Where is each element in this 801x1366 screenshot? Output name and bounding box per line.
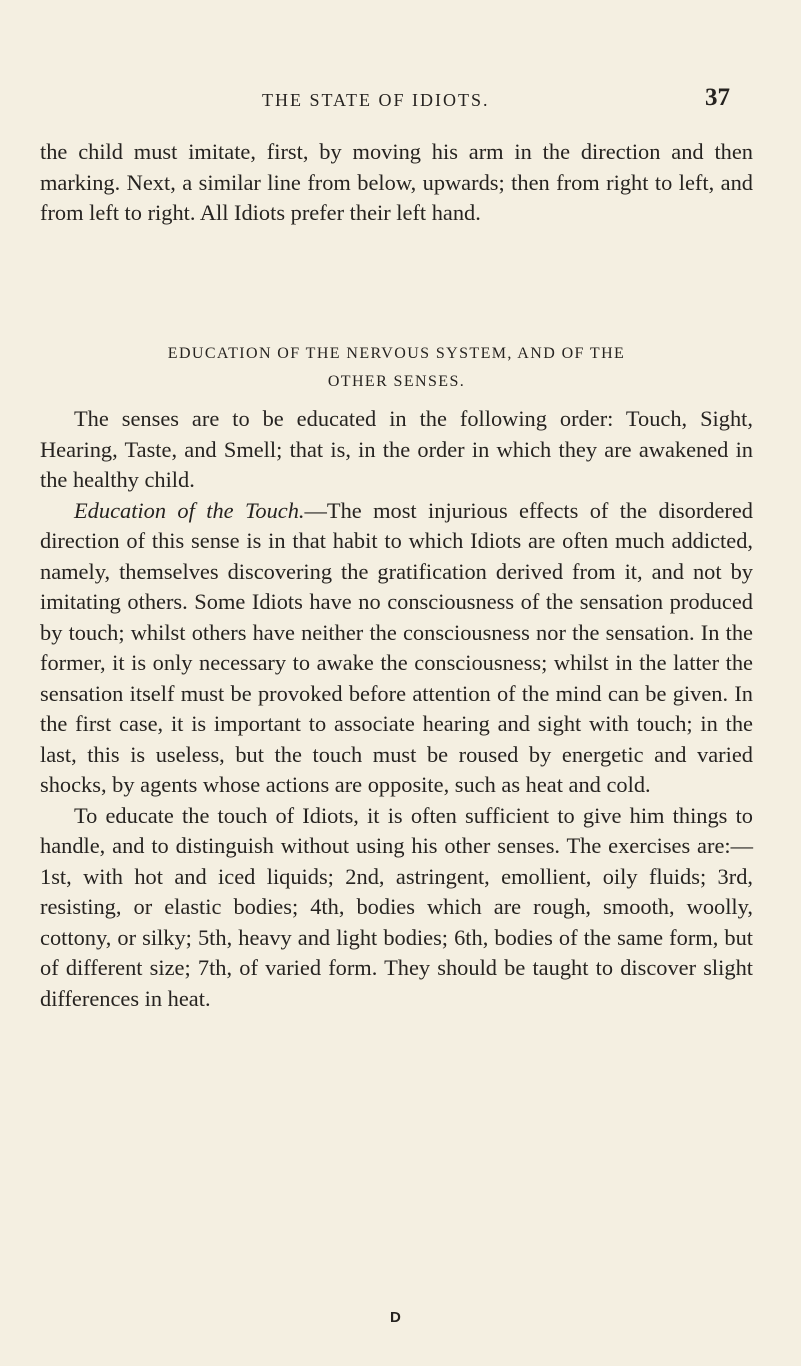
- section-heading: [40, 340, 753, 396]
- paragraph-touch-text: —The most injurious effects of the disordered direction of this sense is in that habit to which Idiots are often much addicted, namely, themselves discovering the gratification derived from it, and not by imitating others. Some Idiots have no consciousness of the sensation produced by touch; whilst others have neither the consciousness nor the sensation. In the former, it is only necessary to awake the consciousness; whilst in the latter the sensation itself must be provoked before attention of the mind can be given. In the first case, it is important to associate hearing and sight with touch; in the last, this is useless, but the touch must be roused by energetic and varied shocks, by agents whose actions are opposite, such as heat and cold.: [40, 497, 753, 797]
- signature-mark: D: [390, 1309, 401, 1326]
- continuation-paragraph: the child must imitate, first, by moving his arm in the direction and then marking. Next, a similar line from below, upwards; then from right to left, and from left to right. All Idiots prefer their left hand.: [40, 139, 753, 225]
- paragraph-touch: [40, 496, 753, 801]
- continuation-block: [40, 137, 753, 229]
- page-number: 37: [705, 84, 730, 111]
- section-heading-line-1: EDUCATION OF THE NERVOUS SYSTEM, AND OF THE: [167, 345, 626, 362]
- paragraph-exercises: To educate the touch of Idiots, it is often sufficient to give him things to handle, and to distinguish without using his other senses. The exercises are:—1st, with hot and iced liquids; 2nd, astringent, emollient, oily fluids; 3rd, resisting, or elastic bodies; 4th, bodies which are rough, smooth, woolly, cottony, or silky; 5th, heavy and light bodies; 6th, bodies of the same form, but of different size; 7th, of varied form. They should be taught to discover slight differences in heat.: [40, 802, 753, 1011]
- section-heading-line-2: OTHER SENSES.: [327, 373, 466, 390]
- running-title: THE STATE OF IDIOTS.: [262, 90, 490, 110]
- paragraph-senses-order: The senses are to be educated in the following order: Touch, Sight, Hearing, Taste, and Smell; that is, in the order in which they are awakened in the healthy child.: [40, 406, 753, 492]
- section-body: [40, 404, 753, 1014]
- run-in-heading-touch: Education of the Touch.: [74, 497, 305, 523]
- running-head: [0, 84, 801, 124]
